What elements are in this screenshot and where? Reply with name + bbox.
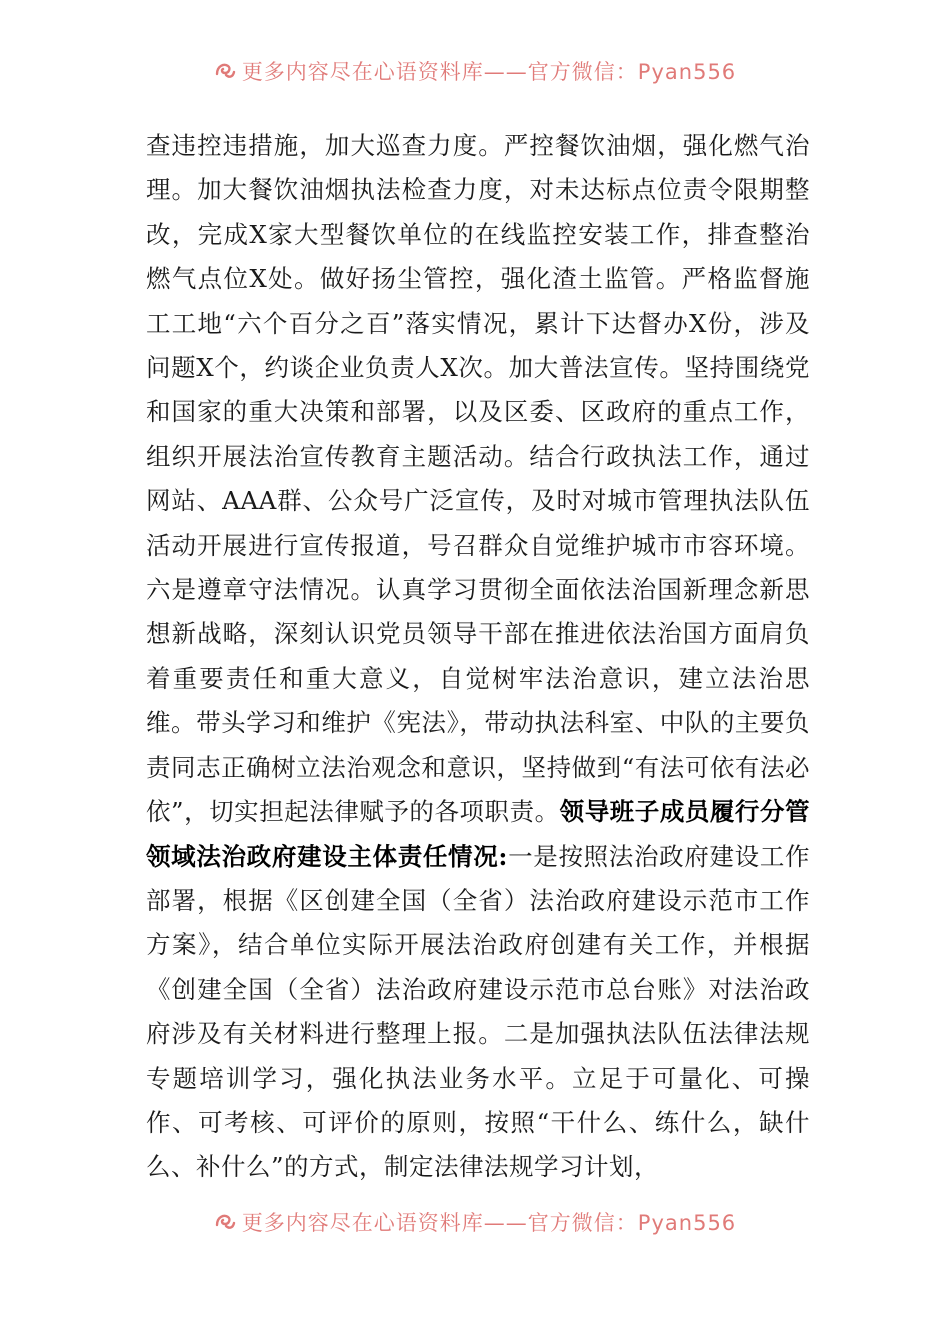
logo-icon — [214, 60, 236, 82]
document-body — [146, 124, 810, 1190]
watermark-text: 更多内容尽在心语资料库——官方微信：Pyan556 — [241, 60, 737, 84]
paragraph — [146, 124, 810, 1190]
header-watermark — [0, 56, 950, 86]
watermark-text: 更多内容尽在心语资料库——官方微信：Pyan556 — [241, 1211, 737, 1235]
footer-watermark — [0, 1207, 950, 1237]
bold-heading: 领导班子成员履行分管领域法治政府建设主体责任情况: — [146, 797, 811, 871]
paragraph-text: 查违控违措施，加大巡查力度。严控餐饮油烟，强化燃气治理。加大餐饮油烟执法检查力度，对未达标点位责令限期整改，完成X家大型餐饮单位的在线监控安装工作，排查整治燃气点位X处。做好扬尘管控，强化渣土监管。严格监督施工工地“六个百分之百”落实情况，累计下达督办X份，涉及问题X个，约谈企业负责人X次。加大普法宣传。坚持围绕党和国家的重大决策和部署，以及区委、区政府的重点工作，组织开展法治宣传教育主题活动。结合行政执法工作，通过网站、AAA群、公众号广泛宣传，及时对城市管理执法队伍活动开展进行宣传报道，号召群众自觉维护城市市容环境。六是遵章守法情况。认真学习贯彻全面依法治国新理念新思想新战略，深刻认识党员领导干部在推进依法治国方面肩负着重要责任和重大意义，自觉树牢法治意识，建立法治思维。带头学习和维护《宪法》，带动执法科室、中队的主要负责同志正确树立法治观念和意识，坚持做到“有法可依有法必依”，切实担起法律赋予的各项职责。 — [146, 131, 810, 827]
paragraph-text-continued: 一是按照法治政府建设工作部署，根据《区创建全国（全省）法治政府建设示范市工作方案》，结合单位实际开展法治政府创建有关工作，并根据《创建全国（全省）法治政府建设示范市总台账》对法治政府涉及有关材料进行整理上报。二是加强执法队伍法律法规专题培训学习，强化执法业务水平。立足于可量化、可操作、可考核、可评价的原则，按照“干什么、练什么，缺什么、补什么”的方式，制定法律法规学习计划， — [146, 841, 811, 1182]
logo-icon — [214, 1211, 236, 1233]
